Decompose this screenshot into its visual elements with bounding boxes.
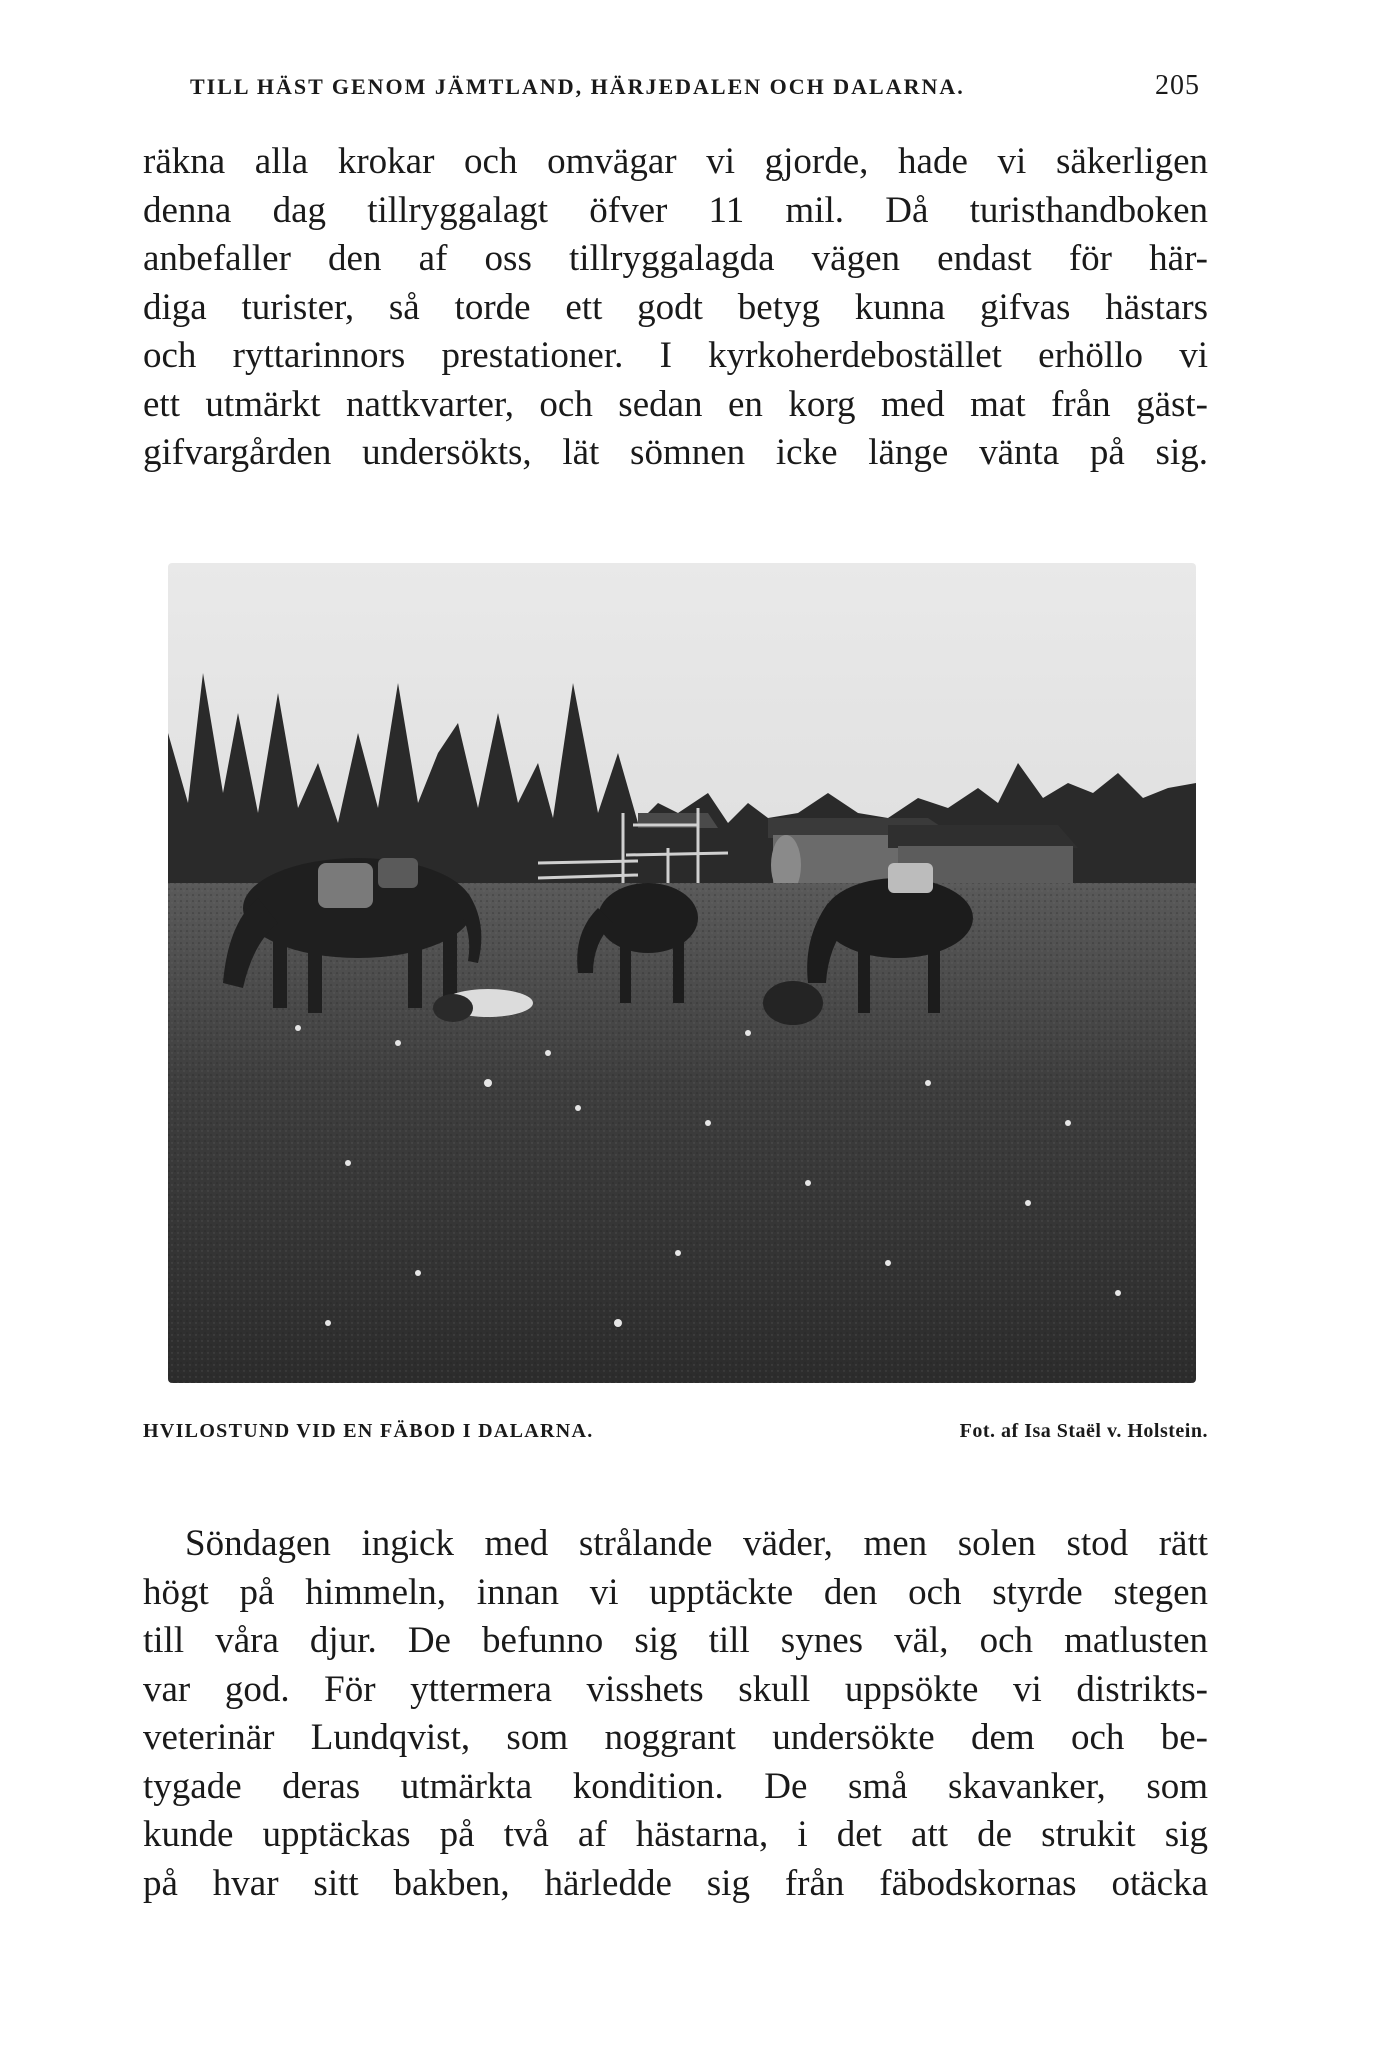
paragraph-top [143,138,1208,478]
paragraph-line: och ryttarinnors prestationer. I kyrkoherdebostället erhöllo vi [143,335,1208,376]
paragraph-line: Söndagen ingick med strålande väder, men solen stod rätt [185,1523,1208,1564]
running-head [190,70,1200,102]
figure-caption-row [143,1420,1208,1443]
paragraph-line: till våra djur. De befunno sig till synes väl, och matlusten [143,1620,1208,1661]
paragraph-line: anbefaller den af oss tillryggalagda vägen endast för här- [143,238,1208,279]
paragraph-line: veterinär Lundqvist, som noggrant undersökte dem och be- [143,1717,1208,1758]
running-head-title: TILL HÄST GENOM JÄMTLAND, HÄRJEDALEN OCH DALARNA. [190,74,965,99]
paragraph-bottom [143,1520,1208,1908]
paragraph-line: var god. För yttermera visshets skull uppsökte vi distrikts- [143,1668,1208,1710]
paragraph-line: räkna alla krokar och omvägar vi gjorde, hade vi säkerligen [143,141,1208,182]
paragraph-line: kunde upptäckas på två af hästarna, i det att de strukit sig [143,1814,1208,1855]
paragraph-line: på hvar sitt bakben, härledde sig från fäbodskornas otäcka [143,1862,1208,1904]
paragraph-line: tygade deras utmärkta kondition. De små skavanker, som [143,1765,1208,1807]
paragraph-line: diga turister, så torde ett godt betyg kunna gifvas hästars [143,286,1208,328]
paragraph-line: gifvargården undersökts, lät sömnen icke länge vänta på sig. [143,432,1208,473]
photo-credit: Fot. af Isa Staël v. Holstein. [959,1420,1208,1442]
paragraph-line: ett utmärkt nattkvarter, och sedan en korg med mat från gäst- [143,383,1208,425]
photograph-figure [168,563,1196,1383]
horses-pasture-photo [168,563,1196,1383]
page-number: 205 [1155,70,1200,101]
paragraph-line: högt på himmeln, innan vi upptäckte den och styrde stegen [143,1571,1208,1613]
paragraph-line: denna dag tillryggalagt öfver 11 mil. Då turisthandboken [143,189,1208,231]
figure-caption: HVILOSTUND VID EN FÄBOD I DALARNA. [143,1420,594,1442]
